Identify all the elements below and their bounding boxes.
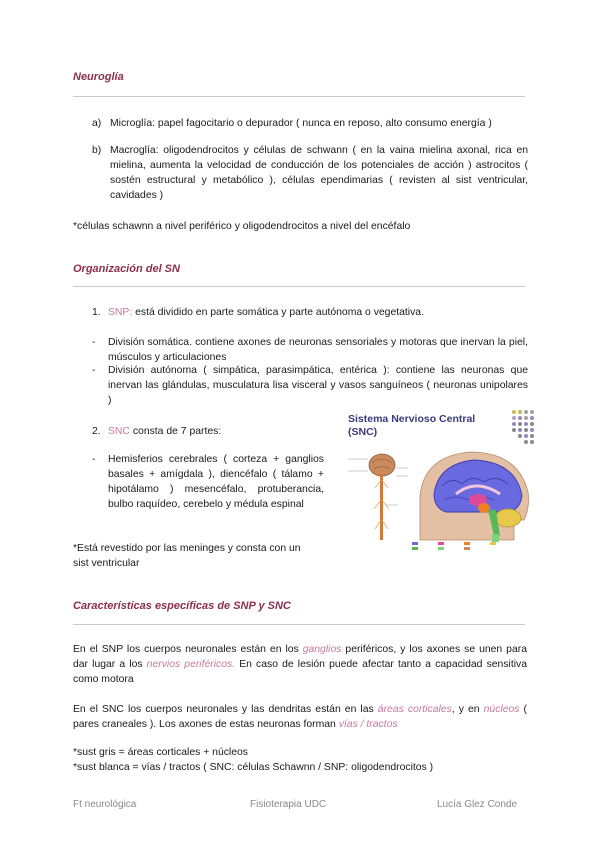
figure-title-line: Sistema Nervioso Central	[348, 413, 476, 425]
term-vias-tractos: vías / tractos	[338, 719, 398, 731]
paragraph-snc	[73, 702, 527, 732]
dash-marker: -	[92, 454, 96, 465]
dash-marker: -	[92, 365, 96, 376]
list-item-snp	[92, 305, 528, 320]
list-marker: 1.	[92, 307, 101, 318]
term-ganglios: ganglios	[302, 644, 342, 655]
list-item-macroglia	[92, 143, 528, 203]
snc-illustration	[338, 408, 536, 554]
term-nervios-perifericos: nervios periféricos.	[146, 659, 236, 671]
meninges-note: *Está revestido por las meninges y consta con un sist ventricular	[73, 543, 301, 570]
text-run: En el SNP los cuerpos neuronales están en los	[73, 644, 303, 655]
snp-text: está dividido en parte somática y parte autónoma o vegetativa.	[132, 307, 424, 318]
term-nucleos: núcleos	[483, 704, 520, 715]
section-divider	[73, 624, 525, 625]
list-item-microglia	[92, 116, 528, 131]
list-item-somatica	[92, 335, 528, 365]
list-item-snc	[92, 424, 322, 439]
list-item-text: División somática. contiene axones de neuronas sensoriales y motoras que inervan la piel, músculos y articulaciones	[108, 337, 528, 364]
snc-text: consta de 7 partes:	[129, 426, 222, 437]
note-sust-gris: *sust gris = áreas corticales + núcleos	[73, 747, 248, 758]
text-run: En el SNC los cuerpos neuronales y las dendritas están en las	[73, 704, 378, 715]
section-divider	[73, 96, 525, 97]
list-marker: 2.	[92, 426, 101, 437]
snp-label: SNP:	[108, 307, 133, 318]
list-marker: b)	[92, 145, 102, 156]
footer-right: Lucía Glez Conde	[437, 799, 518, 810]
note-text: *células schawnn a nivel periférico y oligodendrocitos a nivel del encéfalo	[73, 221, 411, 232]
nervous-system-drawing	[338, 408, 536, 554]
term-areas-corticales: áreas corticales	[377, 704, 452, 715]
figure-title-line: (SNC)	[348, 426, 378, 439]
dash-marker: -	[92, 337, 96, 348]
text-run: En caso de lesión puede afectar tanto a capacidad sensitiva como motora	[73, 659, 528, 686]
snc-label: SNC	[108, 426, 130, 437]
footer-left: Ft neurológica	[73, 799, 137, 810]
list-item-text: Hemisferios cerebrales ( corteza + ganglios basales + amígdala ), diencéfalo ( tálamo + hipotálamo ) mesencéfalo, protuberancia, bulbo raquídeo, cerebelo y médula espinal	[108, 454, 324, 511]
list-item-hemisferios	[92, 452, 324, 512]
note-sust-blanca: *sust blanca = vías / tractos ( SNC: células Schawnn / SNP: oligodendrocitos )	[73, 762, 434, 773]
section-divider	[73, 286, 525, 287]
section-title-organizacion: Organización del SN	[73, 263, 180, 275]
list-item-text: Macroglía: oligodendrocitos y células de schwann ( en la vaina mielina axonal, rica en mielina, aumenta la velocidad de conducción de los potenciales de acción ) astrocitos ( sostén estructural y metabólico ), células ependimarias ( revisten al sist ventricular, cavidades )	[110, 145, 528, 202]
footer-center: Fisioterapia UDC	[250, 799, 327, 810]
text-run: , y en	[451, 704, 484, 715]
list-item-autonoma	[92, 363, 528, 408]
list-item-text: Microglía: papel fagocitario o depurador ( nunca en reposo, alto consumo energía )	[110, 118, 492, 129]
text-run: ( pares craneales ). Los axones de estas neuronas forman	[73, 704, 528, 731]
list-marker: a)	[92, 118, 102, 129]
paragraph-snp	[73, 642, 527, 687]
section-title-neuroglia: Neuroglía	[73, 71, 124, 83]
list-item-text: División autónoma ( simpática, parasimpática, entérica ): contiene las neuronas que inervan las glándulas, musculatura lisa visceral y vasos sanguíneos ( neuronas unipolares )	[108, 365, 528, 407]
section-title-caracteristicas: Características específicas de SNP y SNC	[73, 600, 291, 612]
text-run: periféricos, y los axones se unen para dar lugar a los	[73, 644, 527, 671]
